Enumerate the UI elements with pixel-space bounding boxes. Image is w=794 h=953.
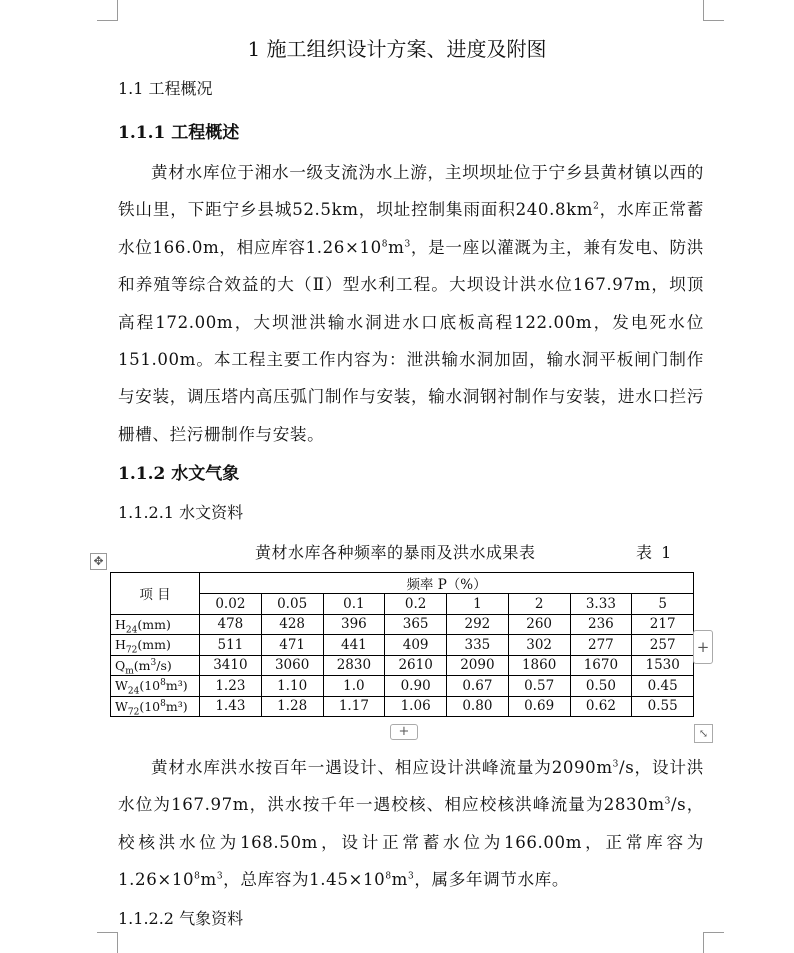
table-cell: 511 [200,635,262,656]
table-freq-cell: 2 [508,594,570,615]
heading-1-1-2-2: 1.1.2.2 气象资料 [118,909,244,928]
page-corner-mark-bottom-left [97,932,118,953]
table-cell: 1860 [508,655,570,676]
table-cell: 0.55 [632,696,694,717]
table-cell: 2830 [323,655,385,676]
table-cell: 1.0 [323,676,385,697]
table-row-label: $Q_m(m^3/s)$ [111,655,200,676]
table-row [111,614,694,635]
table-cell: 0.90 [385,676,447,697]
table-cell: 1.17 [323,696,385,717]
table-freq-cell: 0.05 [261,594,323,615]
table-cell: 2610 [385,655,447,676]
table-cell: 365 [385,614,447,635]
table-freq-cell: 5 [632,594,694,615]
table-cell: 335 [447,635,509,656]
table-cell: 236 [570,614,632,635]
add-column-button[interactable]: + [693,630,713,664]
table-freq-cell: 1 [447,594,509,615]
heading-1-1-2: 1.1.2 水文气象 [118,464,240,484]
table-cell: 3410 [200,655,262,676]
flood-frequency-table [110,572,694,717]
heading-1-1: 1.1 工程概况 [118,79,213,98]
table-cell: 1.43 [200,696,262,717]
add-row-button[interactable]: + [390,724,418,740]
table-caption: 黄材水库各种频率的暴雨及洪水成果表 [255,543,536,562]
table-row-label: $W_{24}(10^8m^3)$ [111,676,200,697]
heading-1-1-1: 1.1.1 工程概述 [118,123,240,143]
table-move-handle-icon[interactable]: ✥ [90,553,107,570]
table-cell: 0.57 [508,676,570,697]
paragraph-flood-design: 黄材水库洪水按百年一遇设计、相应设计洪峰流量为$2090m^3/s$，设计洪水位为167.97m，洪水按千年一遇校核、相应校核洪峰流量为$2830m^3/s$，校核洪水位为168.50m，设计正常蓄水位为166.00m，正常库容为$1.26\times 10^8m^3$，总库容为$1.45\times 10^8m^3$，属多年调节水库。 [118,758,704,890]
table-cell: 0.69 [508,696,570,717]
table-row-label: $H_{72}(mm)$ [111,635,200,656]
table-row [111,635,694,656]
table-cell: 441 [323,635,385,656]
table-freq-cell: 0.02 [200,594,262,615]
table-cell: 260 [508,614,570,635]
table-cell: 409 [385,635,447,656]
table-cell: 1.10 [261,676,323,697]
table-cell: 277 [570,635,632,656]
table-cell: 1530 [632,655,694,676]
table-cell: 3060 [261,655,323,676]
table-cell: 1.23 [200,676,262,697]
table-cell: 217 [632,614,694,635]
table-freq-cell: 0.1 [323,594,385,615]
table-resize-handle-icon[interactable]: ⤡ [694,724,713,743]
table-cell: 292 [447,614,509,635]
table-number: 表 1 [636,543,674,562]
table-cell: 302 [508,635,570,656]
table-cell: 0.62 [570,696,632,717]
table-cell: 471 [261,635,323,656]
table-row-label: $H_{24}(mm)$ [111,614,200,635]
table-cell: 396 [323,614,385,635]
page-corner-mark-top-right [703,0,724,21]
table-cell: 257 [632,635,694,656]
table-row [111,696,694,717]
table-cell: 1.28 [261,696,323,717]
table-cell: 478 [200,614,262,635]
table-item-header: 项 目 [111,573,200,615]
page-corner-mark-top-left [97,0,118,21]
table-cell: 1.06 [385,696,447,717]
table-freq-cell: 3.33 [570,594,632,615]
page-corner-mark-bottom-right [703,932,724,953]
table-cell: 2090 [447,655,509,676]
table-cell: 428 [261,614,323,635]
table-cell: 1670 [570,655,632,676]
table-cell: 0.50 [570,676,632,697]
paragraph-project-overview: 黄材水库位于湘水一级支流沩水上游，主坝坝址位于宁乡县黄材镇以西的铁山里，下距宁乡县城52.5km，坝址控制集雨面积$240.8km^2$，水库正常蓄水位166.0m，相应库容$1.26\times 10^8m^3$，是一座以灌溉为主，兼有发电、防洪和养殖等综合效益的大（Ⅱ）型水利工程。大坝设计洪水位167.97m，坝顶高程172.00m，大坝泄洪输水洞进水口底板高程122.00m，发电死水位151.00m。本工程主要工作内容为：泄洪输水洞加固，输水洞平板闸门制作与安装，调压塔内高压弧门制作与安装，输水洞钢衬制作与安装，进水口拦污栅槽、拦污栅制作与安装。 [118,163,704,444]
table-cell: 0.80 [447,696,509,717]
table-row [111,676,694,697]
heading-1-1-2-1: 1.1.2.1 水文资料 [118,503,244,522]
page-title: 1 施工组织设计方案、进度及附图 [247,37,547,61]
table-frequency-header: 频率 P（%） [200,573,694,594]
table-freq-cell: 0.2 [385,594,447,615]
table-cell: 0.45 [632,676,694,697]
table-cell: 0.67 [447,676,509,697]
table-row [111,655,694,676]
table-row-label: $W_{72}(10^8m^3)$ [111,696,200,717]
